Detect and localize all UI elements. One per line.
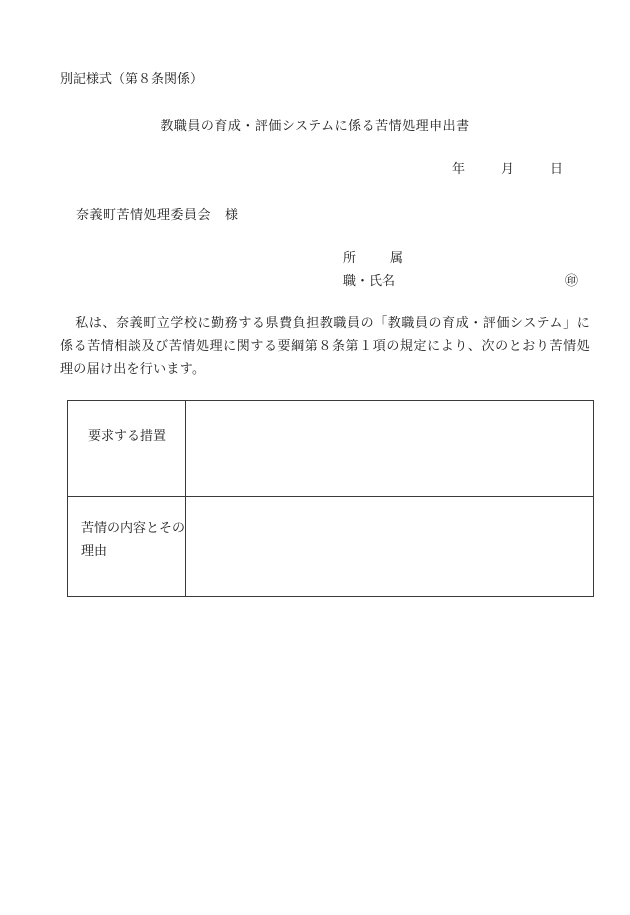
- document-title: 教職員の育成・評価システムに係る苦情処理申出書: [160, 119, 470, 134]
- requested-measure-label-cell: [68, 401, 186, 497]
- position-name-label: 職・氏名: [343, 274, 396, 289]
- complaint-reason-label: 苦情の内容とその理由: [81, 521, 186, 559]
- complaint-reason-field[interactable]: [186, 497, 594, 597]
- affiliation-label: [343, 247, 403, 266]
- addressee-honorific: 様: [225, 208, 239, 223]
- form-label: 別記様式（第８条関係）: [60, 72, 204, 87]
- affiliation-label-second: 属: [390, 251, 404, 266]
- date-line: [452, 158, 563, 177]
- table-row: [68, 497, 594, 597]
- addressee: [76, 204, 239, 223]
- requested-measure-label: 要求する措置: [88, 429, 167, 444]
- complaint-reason-label-cell: [68, 497, 186, 597]
- body-paragraph-text: 私は、奈義町立学校に勤務する県費負担教職員の「教職員の育成・評価システム」に係る苦情相談及び苦情処理に関する要綱第８条第１項の規定により、次のとおり苦情処理の届け出を行います。: [60, 316, 590, 377]
- date-day-label: 日: [550, 162, 564, 177]
- seal-mark: ㊞: [565, 274, 579, 289]
- affiliation-label-first: 所: [343, 251, 357, 266]
- date-year-label: 年: [452, 162, 466, 177]
- requested-measure-field[interactable]: [186, 401, 594, 497]
- date-month-label: 月: [501, 162, 515, 177]
- addressee-name: 奈義町苦情処理委員会: [76, 208, 212, 223]
- request-table: [67, 400, 594, 597]
- table-row: [68, 401, 594, 497]
- body-paragraph: [60, 312, 590, 381]
